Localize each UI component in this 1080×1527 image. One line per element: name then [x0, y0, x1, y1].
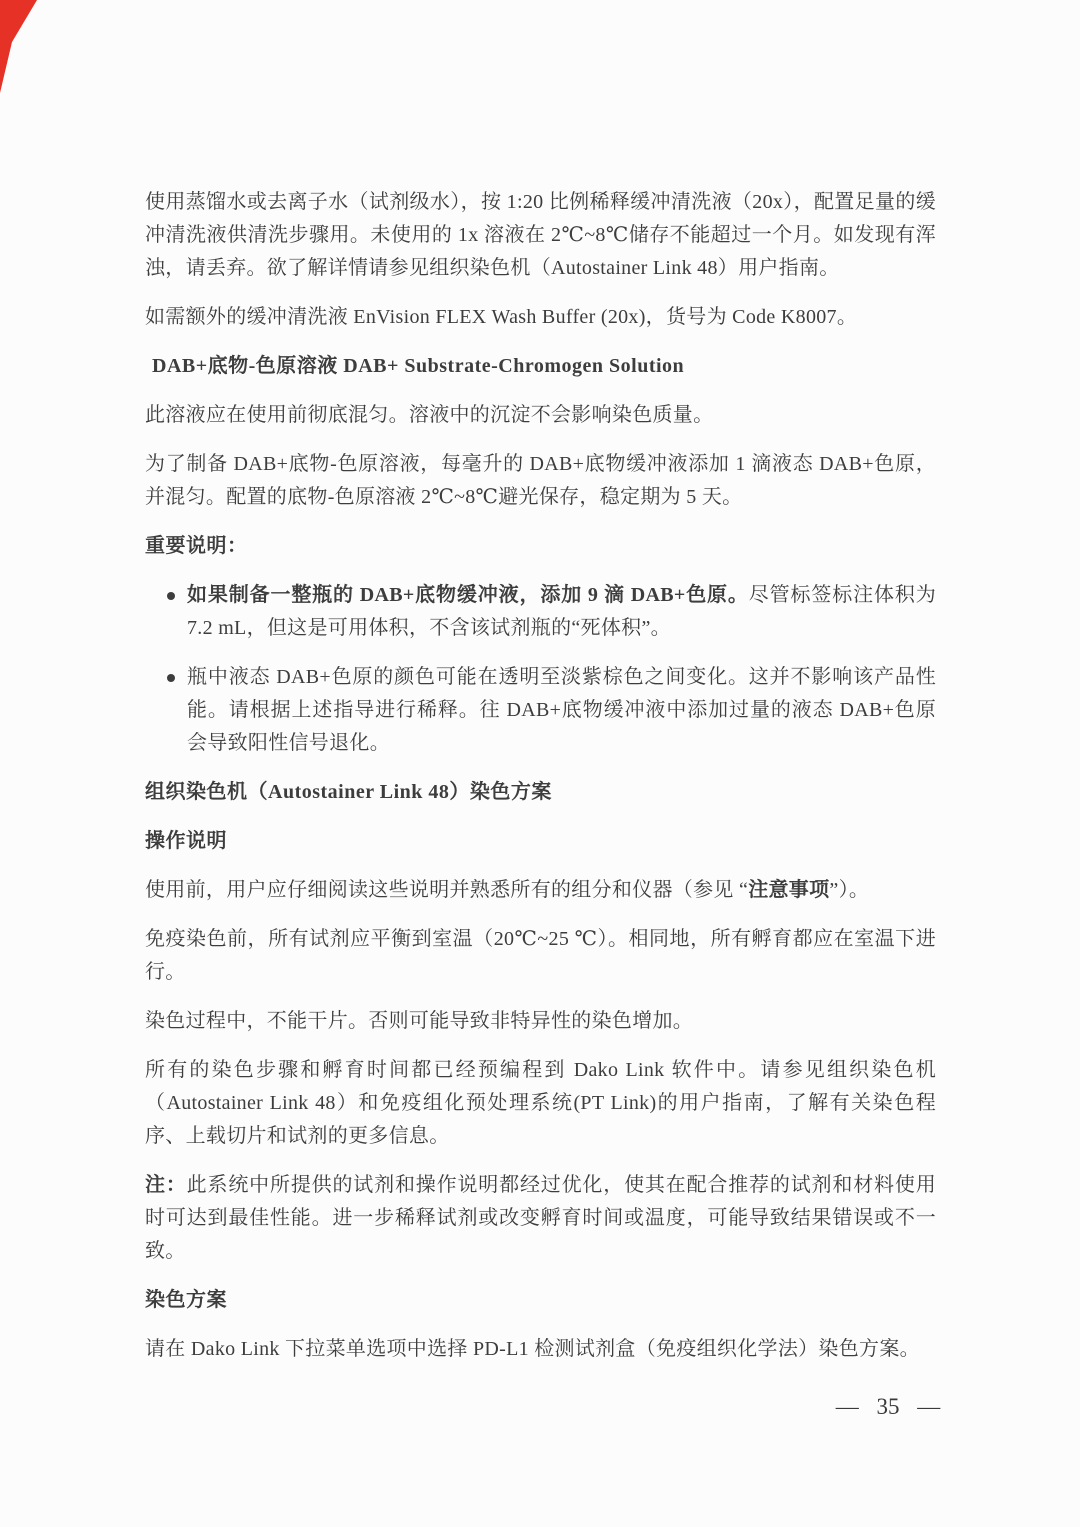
- heading-staining-protocol: 染色方案: [145, 1289, 227, 1311]
- list-item-bold-text: 如果制备一整瓶的 DAB+底物缓冲液，添加 9 滴 DAB+色原。: [187, 584, 749, 606]
- paragraph-text: ”）。: [829, 879, 870, 901]
- paragraph-wash-buffer-dilution: 使用蒸馏水或去离子水（试剂级水），按 1:20 比例稀释缓冲清洗液（20x），配置足量的缓冲清洗液供清洗步骤用。未使用的 1x 溶液在 2℃~8℃储存不能超过一个月。如发现有浑浊，请丢弃。欲了解详情请参见组织染色机（Autostainer Link 48）用户指南。: [145, 191, 936, 279]
- list-item-text: 瓶中液态 DAB+色原的颜色可能在透明至淡紫棕色之间变化。这并不影响该产品性能。请根据上述指导进行稀释。往 DAB+底物缓冲液中添加过量的液态 DAB+色原会导致阳性信号退化。: [187, 666, 936, 754]
- bullet-icon: [167, 674, 175, 682]
- red-corner-mark-shape: [0, 0, 37, 93]
- heading-important-notes: 重要说明：: [145, 535, 248, 557]
- paragraph-text: 此系统中所提供的试剂和操作说明都经过优化，使其在配合推荐的试剂和材料使用时可达到最佳性能。进一步稀释试剂或改变孵育时间或温度，可能导致结果错误或不一致。: [145, 1174, 936, 1262]
- bullet-icon: [167, 592, 175, 600]
- paragraph-prepare-dab-solution: 为了制备 DAB+底物-色原溶液，每毫升的 DAB+底物缓冲液添加 1 滴液态 DAB+色原，并混匀。配置的底物-色原溶液 2℃~8℃避光保存，稳定期为 5 天。: [145, 453, 936, 508]
- important-notes-list: [145, 579, 936, 760]
- paragraph-read-before-use: [145, 874, 936, 907]
- paragraph-mix-before-use: 此溶液应在使用前彻底混匀。溶液中的沉淀不会影响染色质量。: [145, 404, 714, 426]
- paragraph-dako-link-software: 所有的染色步骤和孵育时间都已经预编程到 Dako Link 软件中。请参见组织染色机（Autostainer Link 48）和免疫组化预处理系统(PT Link)的用户指南，了解有关染色程序、上载切片和试剂的更多信息。: [145, 1059, 936, 1147]
- list-item-text: 尽管标签标注体积为 7.2 mL，但这是可用体积，不含该试剂瓶的“死体积”。: [187, 584, 937, 639]
- paragraph-protocol-selection: 请在 Dako Link 下拉菜单选项中选择 PD-L1 检测试剂盒（免疫组织化学法）染色方案。: [145, 1338, 920, 1360]
- heading-dab-substrate-chromogen: DAB+底物-色原溶液 DAB+ Substrate-Chromogen Solution: [152, 355, 685, 377]
- paragraph-no-drying: 染色过程中，不能干片。否则可能导致非特异性的染色增加。: [145, 1010, 694, 1032]
- note-label-bold: 注：: [145, 1174, 187, 1196]
- heading-operation-instructions: 操作说明: [145, 830, 227, 852]
- paragraph-wash-buffer-order: 如需额外的缓冲清洗液 EnVision FLEX Wash Buffer (20x)，货号为 Code K8007。: [145, 306, 858, 328]
- red-corner-mark: [0, 0, 40, 96]
- precautions-reference-bold: 注意事项: [748, 879, 830, 901]
- paragraph-optimization-note: [145, 1169, 936, 1268]
- list-item-chromogen-color: [145, 661, 936, 760]
- list-item-full-bottle: [145, 579, 936, 645]
- page-number: — 35 —: [835, 1394, 941, 1419]
- paragraph-room-temperature: 免疫染色前，所有试剂应平衡到室温（20℃~25 ℃）。相同地，所有孵育都应在室温下进行。: [145, 928, 936, 983]
- document-content: [145, 186, 936, 1382]
- paragraph-text: 使用前，用户应仔细阅读这些说明并熟悉所有的组分和仪器（参见 “: [145, 879, 749, 901]
- heading-autostainer-protocol: 组织染色机（Autostainer Link 48）染色方案: [145, 781, 552, 803]
